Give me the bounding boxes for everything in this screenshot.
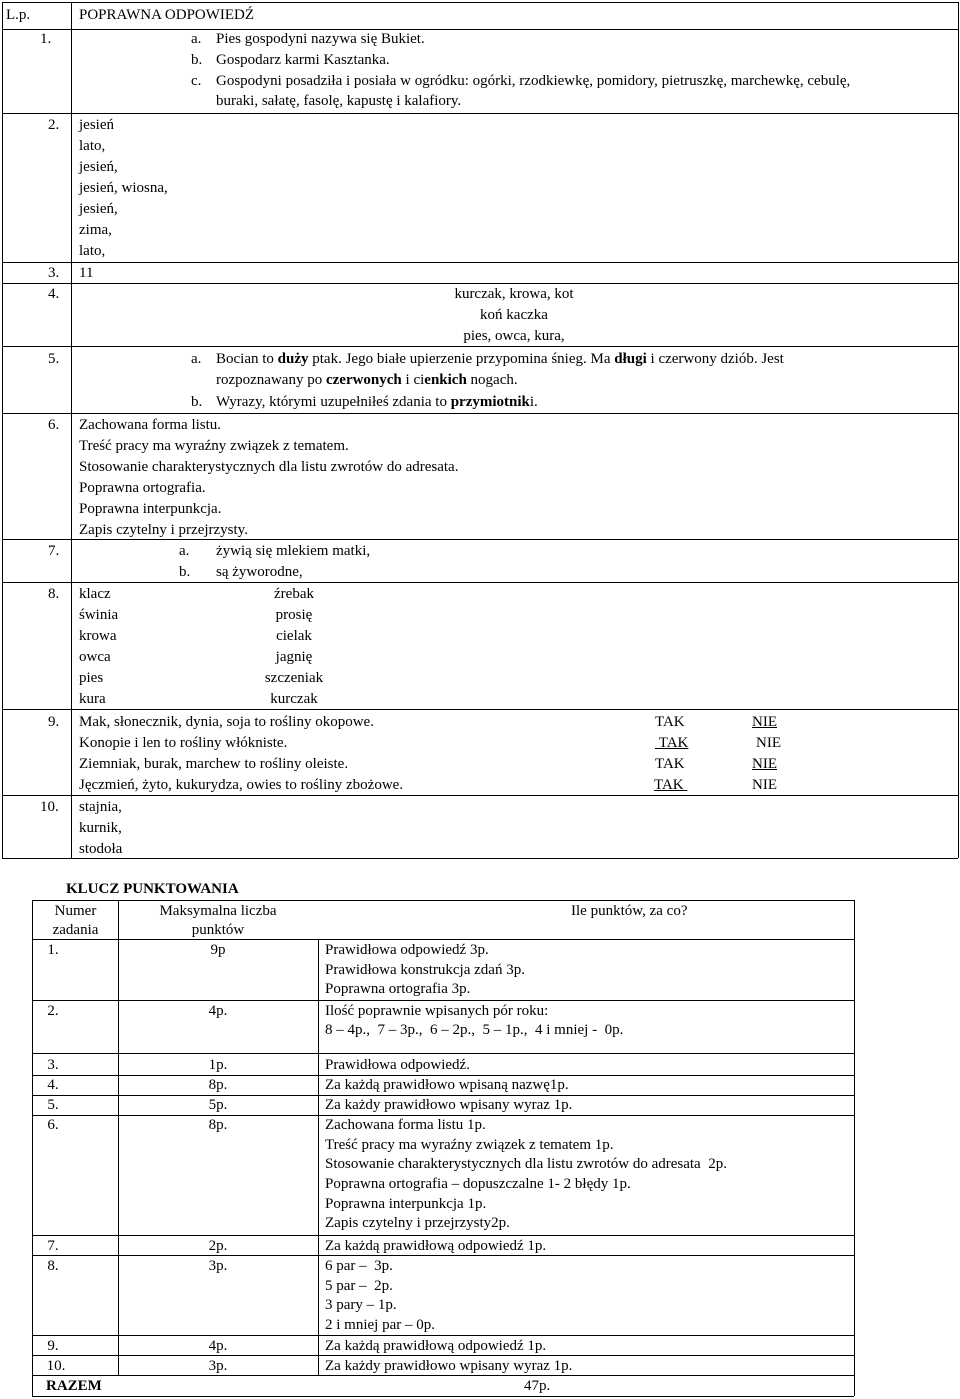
table-rule <box>2 262 958 263</box>
row-number: 4. <box>48 286 60 302</box>
table-rule <box>2 709 958 710</box>
building-line: stajnia, <box>79 799 122 815</box>
row-number: 10. <box>40 799 59 815</box>
criteria-line: Zachowana forma listu. <box>79 417 222 433</box>
criteria-line: Za każdą prawidłowo wpisaną nazwę1p. <box>325 1077 569 1093</box>
young-animal: kurczak <box>270 691 318 707</box>
adult-animal: klacz <box>79 586 111 602</box>
adult-animal: świnia <box>79 607 119 623</box>
animal-line: kurczak, krowa, kot <box>454 286 574 302</box>
statement: Ziemniak, burak, marchew to rośliny oleiste. <box>79 756 349 772</box>
task-number: 3. <box>47 1057 59 1073</box>
table-rule <box>32 1355 854 1356</box>
max-points: 4p. <box>208 1338 228 1354</box>
letter-c: c. <box>191 73 202 89</box>
table-rule <box>2 283 958 284</box>
row-number: 2. <box>48 117 60 133</box>
season-line: zima, <box>79 222 112 238</box>
tak-option-selected: TAK <box>658 735 689 751</box>
letter-b: b. <box>179 564 191 580</box>
criteria-line: Poprawna ortografia. <box>79 480 206 496</box>
criteria-line: Zapis czytelny i przejrzysty2p. <box>325 1215 510 1231</box>
tak-option: TAK <box>655 714 685 730</box>
row-number: 9. <box>48 714 60 730</box>
table-rule <box>2 413 958 414</box>
table-border <box>32 900 854 901</box>
criteria-line: Prawidłowa odpowiedź 3p. <box>325 942 489 958</box>
table-rule <box>32 1335 854 1336</box>
task-number: 10. <box>46 1358 66 1374</box>
row-number: 3. <box>48 265 60 281</box>
season-line: jesień, wiosna, <box>79 180 168 196</box>
building-line: kurnik, <box>79 820 122 836</box>
young-animal: cielak <box>276 628 312 644</box>
season-line: jesień, <box>79 159 118 175</box>
criteria-line: Poprawna interpunkcja. <box>79 501 222 517</box>
statement: Mak, słonecznik, dynia, soja to rośliny okopowe. <box>79 714 374 730</box>
criteria-line: Stosowanie charakterystycznych dla listu zwrotów do adresata 2p. <box>325 1156 727 1172</box>
table-rule <box>118 900 119 1375</box>
header-ile: Ile punktów, za co? <box>571 903 688 919</box>
criteria-line: Treść pracy ma wyraźny związek z tematem. <box>79 438 349 454</box>
criteria-line: Zachowana forma listu 1p. <box>325 1117 486 1133</box>
table-rule <box>2 795 958 796</box>
max-points: 8p. <box>208 1117 228 1133</box>
nie-option-selected: NIE <box>752 756 777 772</box>
criteria-line: 5 par – 2p. <box>325 1278 393 1294</box>
animal-line: koń kaczka <box>480 307 548 323</box>
header-zadania: zadania <box>52 922 99 938</box>
header-numer: Numer <box>54 903 97 919</box>
criteria-line: 3 pary – 1p. <box>325 1297 397 1313</box>
table-border <box>32 900 33 1396</box>
task-number: 5. <box>47 1097 59 1113</box>
nie-option: NIE <box>752 777 777 793</box>
adult-animal: krowa <box>79 628 117 644</box>
criteria-line: Poprawna ortografia 3p. <box>325 981 471 997</box>
table-rule <box>32 1053 854 1054</box>
task-number: 6. <box>47 1117 59 1133</box>
max-points: 3p. <box>208 1258 228 1274</box>
task-number: 7. <box>47 1238 59 1254</box>
table-border <box>958 2 959 858</box>
young-animal: prosię <box>275 607 313 623</box>
max-points: 1p. <box>208 1057 228 1073</box>
answer-1c-line2: buraki, sałatę, fasolę, kapustę i kalafiory. <box>216 93 462 109</box>
season-line: lato, <box>79 138 106 154</box>
column-header-lp: L.p. <box>6 7 31 23</box>
answer-5b: Wyrazy, którymi uzupełniłeś zdania to przymiotniki. <box>216 394 538 410</box>
task-number: 8. <box>47 1258 59 1274</box>
season-line: jesień <box>79 117 114 133</box>
criteria-line: Prawidłowa odpowiedź. <box>325 1057 470 1073</box>
tak-option-selected: TAK <box>654 777 688 793</box>
criteria-line: Ilość poprawnie wpisanych pór roku: <box>325 1003 549 1019</box>
table-border <box>2 2 3 858</box>
answer-3: 11 <box>79 265 94 281</box>
total-label: RAZEM <box>46 1378 102 1394</box>
letter-a: a. <box>191 351 202 367</box>
statement: Jęczmień, żyto, kukurydza, owies to rośliny zbożowe. <box>79 777 404 793</box>
answer-1b: Gospodarz karmi Kasztanka. <box>216 52 390 68</box>
criteria-line: Za każdy prawidłowo wpisany wyraz 1p. <box>325 1097 573 1113</box>
scoring-title: KLUCZ PUNKTOWANIA <box>66 881 239 897</box>
criteria-line: 8 – 4p., 7 – 3p., 6 – 2p., 5 – 1p., 4 i mniej - 0p. <box>325 1022 624 1038</box>
criteria-line: Poprawna ortografia – dopuszczalne 1- 2 błędy 1p. <box>325 1176 631 1192</box>
header-max: Maksymalna liczba <box>159 903 277 919</box>
max-points: 9p <box>210 942 226 958</box>
criteria-line: 6 par – 3p. <box>325 1258 393 1274</box>
criteria-line: Za każdą prawidłową odpowiedź 1p. <box>325 1338 547 1354</box>
row-number: 5. <box>48 351 60 367</box>
letter-b: b. <box>191 394 203 410</box>
table-rule <box>32 1375 854 1376</box>
table-rule <box>2 113 958 114</box>
young-animal: źrebak <box>274 586 314 602</box>
criteria-line: Treść pracy ma wyraźny związek z tematem 1p. <box>325 1137 614 1153</box>
answer-1c-line1: Gospodyni posadziła i posiała w ogródku: ogórki, rzodkiewkę, pomidory, pietruszkę, marchewkę, cebulę, <box>216 73 851 89</box>
table-rule <box>2 582 958 583</box>
adult-animal: owca <box>79 649 111 665</box>
nie-option-selected: NIE <box>752 714 777 730</box>
row-number: 1. <box>40 31 52 47</box>
answer-1a: Pies gospodyni nazywa się Bukiet. <box>216 31 425 47</box>
tak-option: TAK <box>655 756 685 772</box>
column-header-answer: POPRAWNA ODPOWIEDŹ <box>79 7 255 23</box>
nie-option: NIE <box>756 735 781 751</box>
task-number: 1. <box>47 942 59 958</box>
table-rule <box>32 1000 854 1001</box>
table-border <box>2 2 958 3</box>
answer-5a-line2: rozpoznawany po czerwonych i cienkich nogach. <box>216 372 518 388</box>
table-rule <box>318 939 319 1375</box>
max-points: 2p. <box>208 1238 228 1254</box>
row-number: 8. <box>48 586 60 602</box>
answer-7a: żywią się mlekiem matki, <box>216 543 371 559</box>
table-rule <box>71 2 72 858</box>
task-number: 9. <box>47 1338 59 1354</box>
young-animal: jagnię <box>275 649 313 665</box>
table-border <box>854 900 855 1396</box>
criteria-line: Za każdy prawidłowo wpisany wyraz 1p. <box>325 1358 573 1374</box>
answer-7b: są żyworodne, <box>216 564 303 580</box>
table-rule <box>2 346 958 347</box>
task-number: 2. <box>47 1003 59 1019</box>
max-points: 5p. <box>208 1097 228 1113</box>
table-rule <box>2 29 958 30</box>
season-line: jesień, <box>79 201 118 217</box>
season-line: lato, <box>79 243 106 259</box>
max-points: 8p. <box>208 1077 228 1093</box>
building-line: stodoła <box>79 841 123 857</box>
total-points: 47p. <box>524 1378 551 1394</box>
max-points: 3p. <box>208 1358 228 1374</box>
adult-animal: kura <box>79 691 106 707</box>
letter-b: b. <box>191 52 203 68</box>
task-number: 4. <box>47 1077 59 1093</box>
table-rule <box>32 1255 854 1256</box>
table-rule <box>32 1235 854 1236</box>
young-animal: szczeniak <box>264 670 324 686</box>
table-border <box>2 858 958 859</box>
letter-a: a. <box>191 31 202 47</box>
table-border <box>32 1396 854 1397</box>
table-rule <box>2 539 958 540</box>
criteria-line: Prawidłowa konstrukcja zdań 3p. <box>325 962 525 978</box>
table-rule <box>32 939 854 940</box>
criteria-line: Stosowanie charakterystycznych dla listu zwrotów do adresata. <box>79 459 459 475</box>
animal-line: pies, owca, kura, <box>463 328 565 344</box>
criteria-line: Poprawna interpunkcja 1p. <box>325 1196 487 1212</box>
letter-a: a. <box>179 543 190 559</box>
adult-animal: pies <box>79 670 104 686</box>
header-punktow: punktów <box>191 922 245 938</box>
criteria-line: 2 i mniej par – 0p. <box>325 1317 435 1333</box>
criteria-line: Zapis czytelny i przejrzysty. <box>79 522 248 538</box>
criteria-line: Za każdą prawidłową odpowiedź 1p. <box>325 1238 547 1254</box>
statement: Konopie i len to rośliny włókniste. <box>79 735 288 751</box>
answer-5a-line1: Bocian to duży ptak. Jego białe upierzenie przypomina śnieg. Ma długi i czerwony dziób. Jest <box>216 351 784 367</box>
max-points: 4p. <box>208 1003 228 1019</box>
row-number: 6. <box>48 417 60 433</box>
row-number: 7. <box>48 543 60 559</box>
